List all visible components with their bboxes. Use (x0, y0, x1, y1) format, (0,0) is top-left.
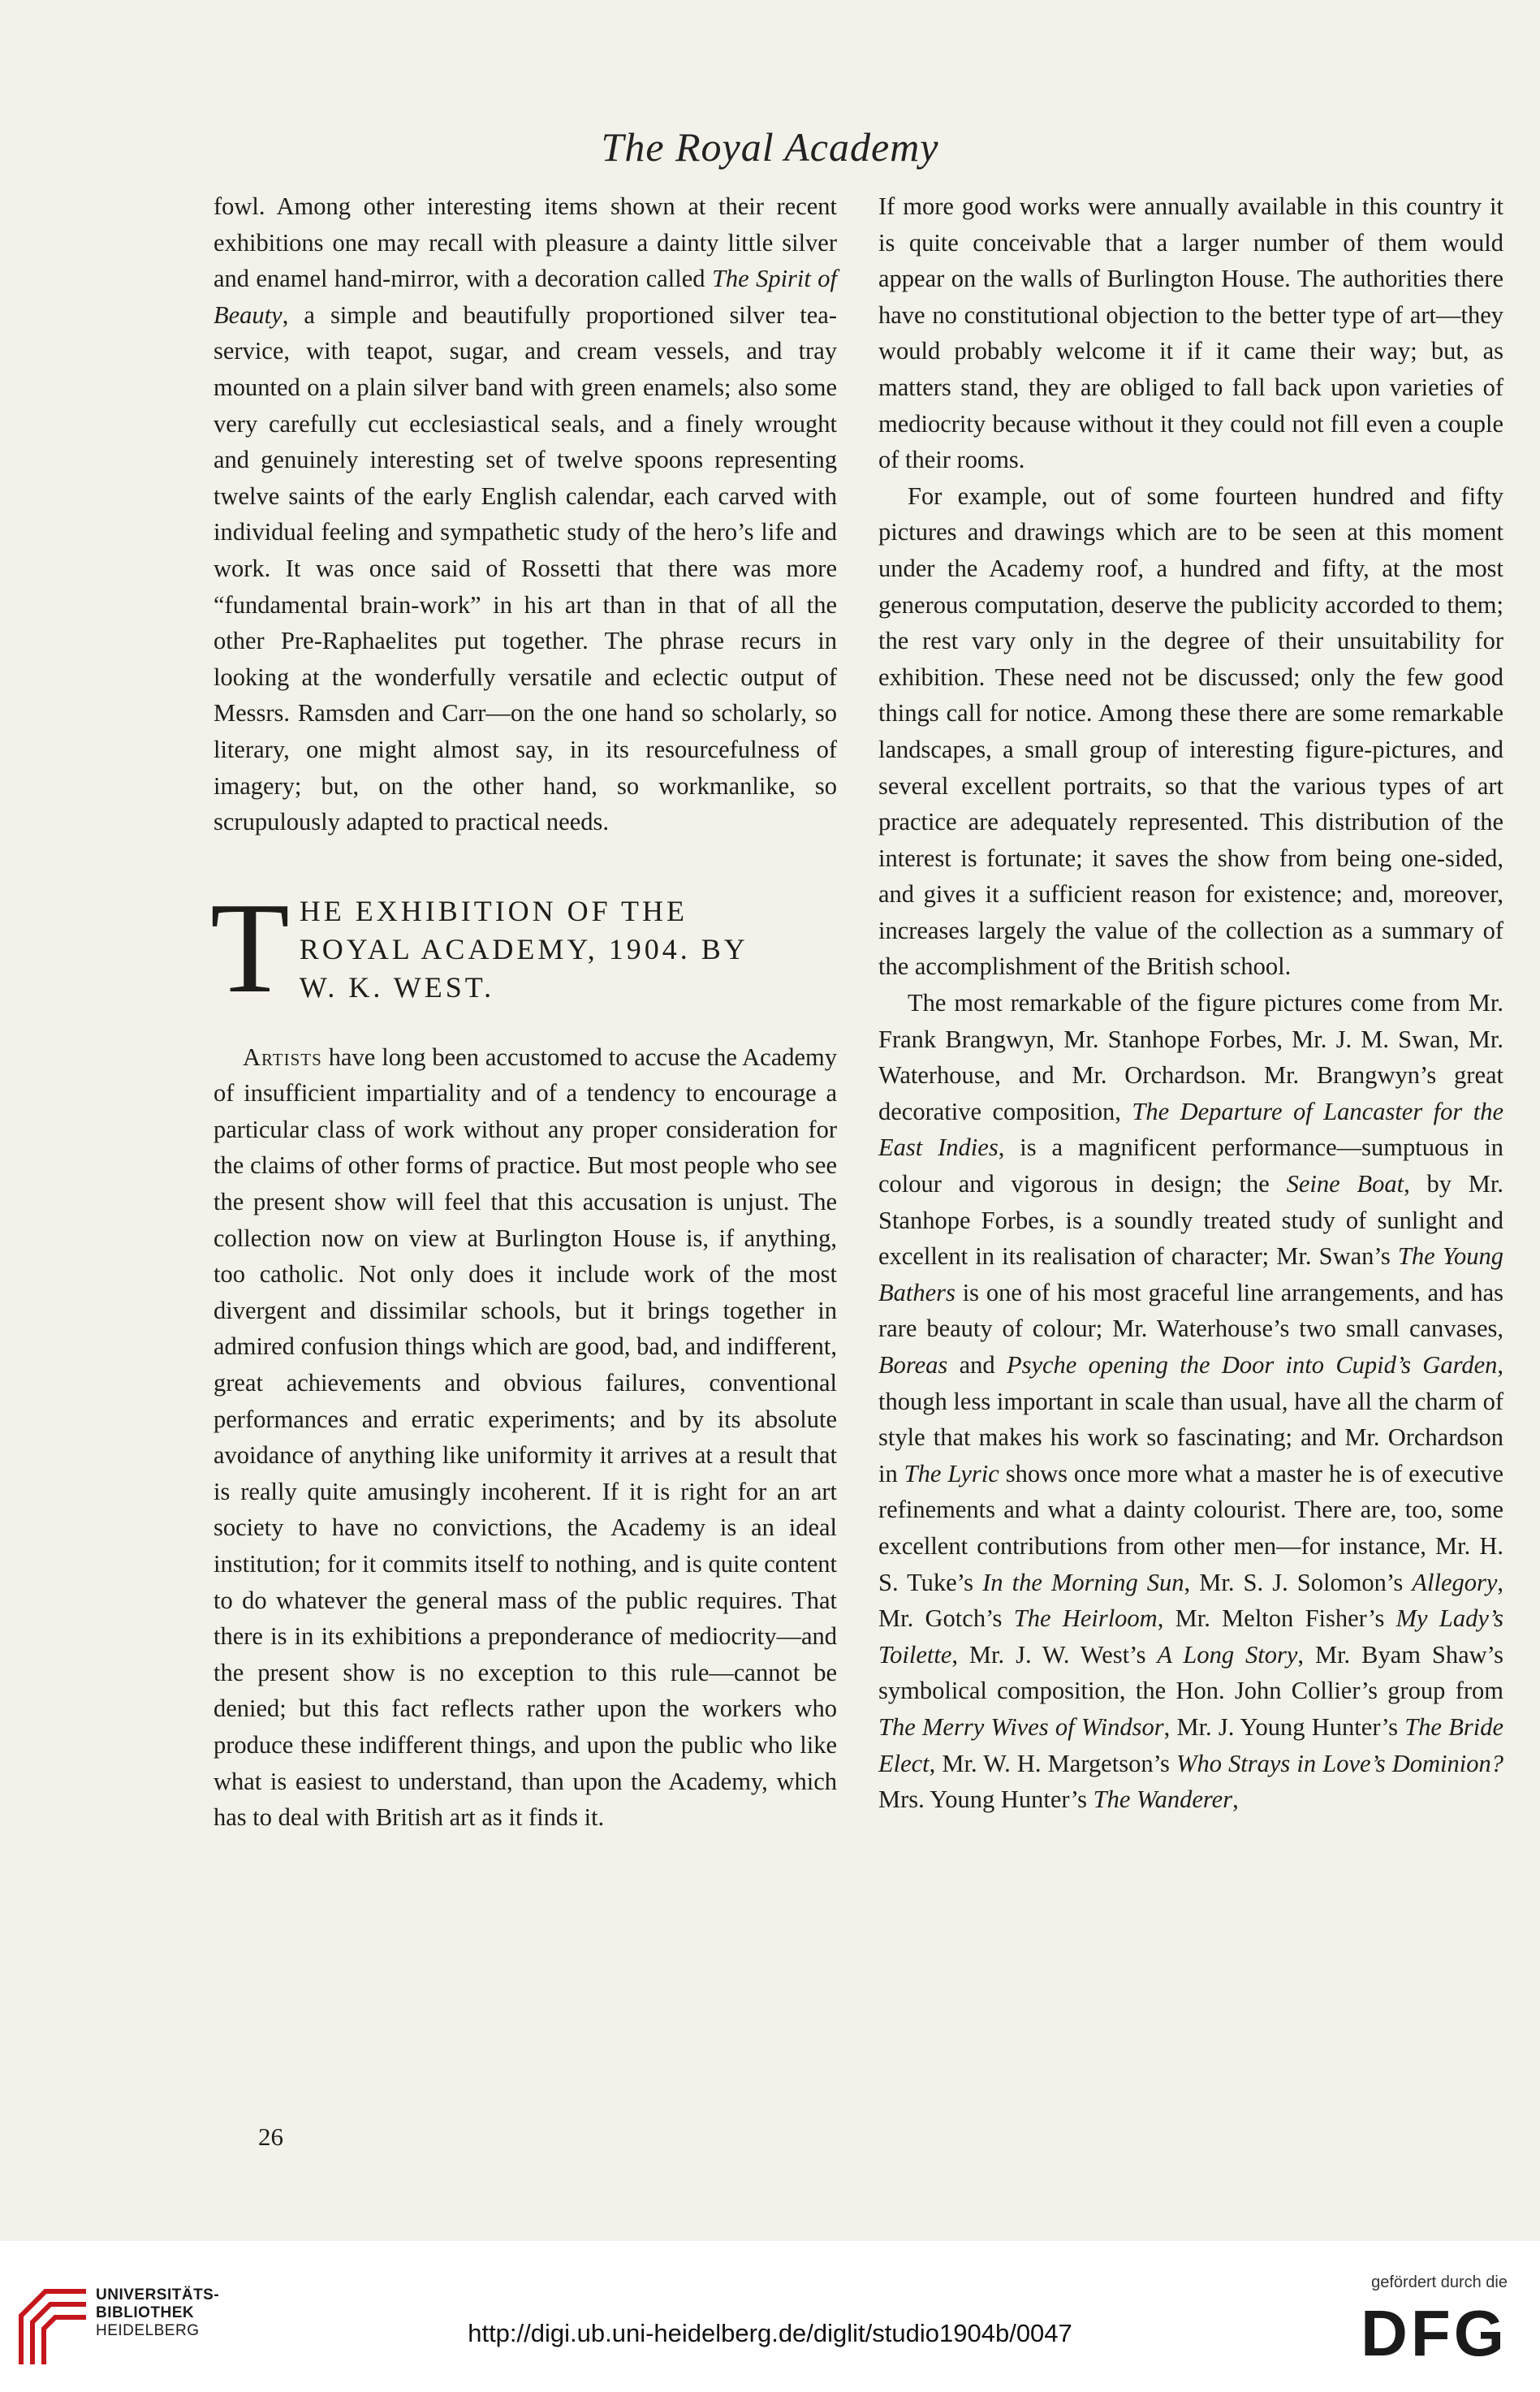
text-run: , Mr. J. Young Hunter’s (1163, 1712, 1405, 1741)
library-name-line: UNIVERSITÄTS- (96, 2286, 220, 2303)
right-column (878, 188, 1503, 1818)
running-head: The Royal Academy (601, 124, 939, 170)
artwork-title: A Long Story (1157, 1640, 1298, 1669)
text-run: , Mr. Byam Shaw’s symbolical composition, the Hon. John Collier’s group from (878, 1640, 1503, 1705)
library-name-line: BIBLIOTHEK (96, 2304, 195, 2321)
artwork-title: Allegory (1412, 1568, 1498, 1596)
left-paragraph-2 (214, 1039, 837, 1836)
text-run: , Mr. W. H. Margetson’s (929, 1749, 1177, 1777)
digitization-footer (0, 2241, 1540, 2392)
text-run: , a simple and beautifully proportioned silver tea-service, with teapot, sugar, and cream vessels, and tray mounted on a plain silver band with green enamels; also some very carefully cut ecclesiastical seals, and a finely wrought and genuinely interesting set of twelve spoons representing twelve saints of the early English calendar, each carved with individual feeling and sympathetic study of the hero’s life and work. It was once said of Rossetti that there was more “fundamental brain-work” in his art than in that of all the other Pre-Raphaelites put together. The phrase recurs in looking at the wonderfully versatile and eclectic output of Messrs. Ramsden and Carr—on the one hand so scholarly, so literary, one might almost say, in its resourcefulness of imagery; but, on the other hand, so workmanlike, so scrupulously adapted to practical needs. (214, 300, 837, 836)
text-run: is one of his most graceful line arrangements, and has rare beauty of colour; Mr. Waterhouse’s two small canvases, (878, 1278, 1503, 1343)
left-column (210, 188, 837, 1836)
text-run: , though less important in scale than usual, have all the charm of style that makes his work so fascinating; and Mr. Orchardson in (878, 1351, 1503, 1487)
artwork-title: My Lady’s Toilette (878, 1604, 1503, 1669)
dfg-logo: DFG (1361, 2297, 1508, 2369)
artwork-title: The Young Bathers (878, 1242, 1503, 1306)
text-run: and (947, 1351, 1007, 1379)
title-line: HE EXHIBITION OF THE (299, 894, 688, 927)
right-paragraph-1: If more good works were annually available in this country it is quite conceivable that a larger number of them would appear on the walls of Burlington House. The authorities there have no constitutional objection to the better type of art—they would probably welcome it if it came their way; but, as matters stand, they are obliged to fall back upon varieties of mediocrity because without it they could not fill even a couple of their rooms. (878, 192, 1503, 474)
drop-cap: T (210, 874, 290, 1020)
article-title (214, 892, 837, 1007)
right-paragraph-2: For example, out of some fourteen hundred and fifty pictures and drawings which are to be seen at this moment under the Academy roof, a hundred and fifty, at the most generous computation, deserve the publicity accorded to them; the rest vary only in the degree of their unsuitability for exhibition. These need not be discussed; only the few good things call for notice. Among these there are some remarkable landscapes, a small group of interesting figure-pictures, and several excellent portraits, so that the various types of art practice are adequately represented. This distribution of the interest is fortunate; it saves the show from being one-sided, and gives it a sufficient reason for existence; and, moreover, increases largely the value of the collection as a summary of the accomplishment of the British school. (878, 481, 1503, 981)
artwork-title: Who Strays in Love’s Dominion? (1176, 1749, 1504, 1777)
text-run: , Mr. Gotch’s (878, 1568, 1504, 1633)
text-run: , Mr. Melton Fisher’s (1157, 1604, 1396, 1633)
text-run: fowl. Among other interesting items shown at their recent exhibitions one may recall with pleasure a dainty little silver and enamel hand-mirror, with a decoration called (214, 192, 837, 293)
artwork-title: The Departure of Lancaster for the East Indies (878, 1097, 1503, 1162)
artwork-title: The Wanderer (1093, 1785, 1233, 1814)
artwork-title: The Heirloom (1013, 1604, 1158, 1633)
artwork-title: The Spirit of Beauty (214, 265, 837, 329)
text-run: shows once more what a master he is of executive refinements and what a dainty colourist. There are, too, some excellent contributions from other men—for instance, Mr. H. S. Tuke’s (878, 1459, 1503, 1596)
text-run: , by Mr. Stanhope Forbes, is a soundly treated study of sunlight and excellent in its realisation of character; Mr. Swan’s (878, 1170, 1504, 1271)
artwork-title: The Merry Wives of Windsor (878, 1712, 1164, 1741)
title-line: ROYAL ACADEMY, 1904. BY (299, 932, 748, 965)
artwork-title: The Bride Elect (878, 1712, 1503, 1777)
left-paragraph-1 (214, 188, 837, 840)
funding-caption: gefördert durch die (1371, 2273, 1508, 2291)
lead-word: Artists (243, 1043, 322, 1071)
text-run: Mrs. Young Hunter’s (878, 1785, 1094, 1814)
right-paragraph-3 (878, 985, 1503, 1818)
text-run: , Mr. J. W. West’s (951, 1640, 1158, 1669)
artwork-title: The Lyric (904, 1459, 999, 1487)
text-run: have long been accustomed to accuse the Academy of insufficient impartiality and of a tendency to encourage a particular class of work without any proper consideration for the claims of other forms of practice. But most people who see the present show will feel that this accusation is unjust. The collection now on view at Burlington House is, if anything, too catholic. Not only does it include work of the most divergent and dissimilar schools, but it brings together in admired confusion things which are good, bad, and indifferent, great achievements and obvious failures, conventional performances and erratic experiments; and by its absolute avoidance of anything like uniformity it arrives at a result that is really quite amusingly incoherent. If it is right for an art society to have no convictions, the Academy is an ideal institution; for it commits itself to nothing, and is quite content to do whatever the general mass of the public requires. That there is in its exhibitions a preponderance of mediocrity—and the present show is no exception to this rule—cannot be denied; but this fact reflects rather upon the workers who produce these indifferent things, and upon the public who like what is easiest to understand, than upon the Academy, which has to deal with British art as it finds it. (214, 1043, 837, 1832)
text-run: , Mr. S. J. Solomon’s (1184, 1568, 1413, 1596)
artwork-title: Boreas (878, 1351, 948, 1379)
text-run: , (1232, 1785, 1239, 1814)
text-run: The most remarkable of the figure pictures come from Mr. Frank Brangwyn, Mr. Stanhope Forbes, Mr. J. M. Swan, Mr. Waterhouse, and Mr. Orchardson. Mr. Brangwyn’s great decorative composition, (878, 989, 1503, 1125)
library-name-line: HEIDELBERG (96, 2322, 200, 2339)
article-heading (210, 874, 837, 1020)
artwork-title: In the Morning Sun (982, 1568, 1184, 1596)
title-line: W. K. WEST. (299, 970, 495, 1004)
artwork-title: Psyche opening the Door into Cupid’s Garden (1006, 1351, 1498, 1379)
artwork-title: Seine Boat (1286, 1170, 1404, 1198)
permalink-url[interactable]: http://digi.ub.uni-heidelberg.de/diglit/studio1904b/0047 (468, 2319, 1072, 2347)
text-run: , is a magnificent performance—sumptuous in colour and vigorous in design; the (878, 1133, 1503, 1198)
page-number: 26 (258, 2122, 283, 2151)
